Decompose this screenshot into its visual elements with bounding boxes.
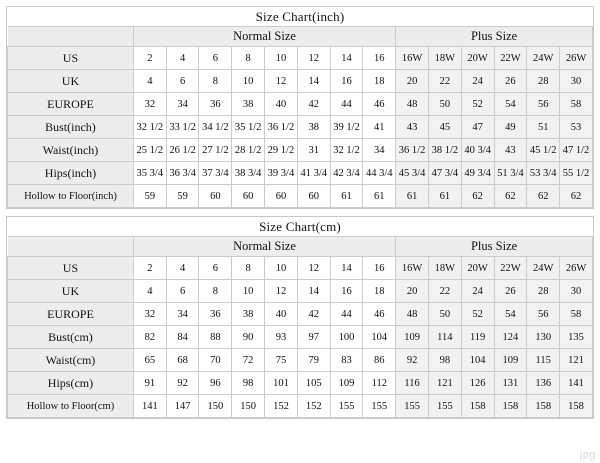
table-row bbox=[8, 326, 593, 349]
cell: 6 bbox=[166, 70, 199, 93]
cell: 14 bbox=[297, 280, 330, 303]
cell: 109 bbox=[396, 326, 429, 349]
cell: 121 bbox=[428, 372, 461, 395]
cell: 36 1/2 bbox=[265, 116, 298, 139]
cell: 61 bbox=[330, 185, 363, 208]
cell: 28 bbox=[527, 280, 560, 303]
row-label-hips: Hips(inch) bbox=[8, 162, 134, 185]
cell: 37 3/4 bbox=[199, 162, 232, 185]
cell: 47 1/2 bbox=[560, 139, 593, 162]
cell: 62 bbox=[494, 185, 527, 208]
cell: 124 bbox=[494, 326, 527, 349]
cell: 72 bbox=[232, 349, 265, 372]
cell: 24W bbox=[527, 257, 560, 280]
cell: 6 bbox=[199, 47, 232, 70]
cell: 14 bbox=[330, 47, 363, 70]
cell: 43 bbox=[396, 116, 429, 139]
cell: 16 bbox=[330, 280, 363, 303]
cell: 104 bbox=[363, 326, 396, 349]
cell: 141 bbox=[133, 395, 166, 418]
cell: 22W bbox=[494, 47, 527, 70]
cell: 75 bbox=[265, 349, 298, 372]
cell: 8 bbox=[232, 257, 265, 280]
cell: 28 1/2 bbox=[232, 139, 265, 162]
cell: 91 bbox=[133, 372, 166, 395]
cell: 147 bbox=[166, 395, 199, 418]
cell: 32 bbox=[133, 303, 166, 326]
row-label-uk: UK bbox=[8, 70, 134, 93]
cell: 109 bbox=[330, 372, 363, 395]
cell: 22W bbox=[494, 257, 527, 280]
table-row bbox=[8, 303, 593, 326]
cell: 32 1/2 bbox=[330, 139, 363, 162]
cell: 18 bbox=[363, 70, 396, 93]
cell: 22 bbox=[428, 280, 461, 303]
cell: 26W bbox=[560, 257, 593, 280]
table-row bbox=[8, 395, 593, 418]
cell: 98 bbox=[232, 372, 265, 395]
group-header-plus-size: Plus Size bbox=[396, 237, 593, 257]
cell: 2 bbox=[133, 47, 166, 70]
cell: 53 bbox=[560, 116, 593, 139]
cell: 155 bbox=[363, 395, 396, 418]
cell: 51 3/4 bbox=[494, 162, 527, 185]
row-label-us: US bbox=[8, 47, 134, 70]
cell: 43 bbox=[494, 139, 527, 162]
cell: 34 bbox=[166, 303, 199, 326]
cell: 100 bbox=[330, 326, 363, 349]
cell: 61 bbox=[363, 185, 396, 208]
cell: 41 3/4 bbox=[297, 162, 330, 185]
row-label-bust: Bust(cm) bbox=[8, 326, 134, 349]
cell: 155 bbox=[330, 395, 363, 418]
table-row bbox=[8, 349, 593, 372]
cell: 59 bbox=[166, 185, 199, 208]
cell: 141 bbox=[560, 372, 593, 395]
cell: 60 bbox=[297, 185, 330, 208]
cell: 56 bbox=[527, 303, 560, 326]
row-label-waist: Waist(cm) bbox=[8, 349, 134, 372]
cell: 53 3/4 bbox=[527, 162, 560, 185]
cell: 24 bbox=[461, 280, 494, 303]
cell: 18 bbox=[363, 280, 396, 303]
cell: 54 bbox=[494, 93, 527, 116]
cell: 104 bbox=[461, 349, 494, 372]
cell: 47 3/4 bbox=[428, 162, 461, 185]
chart-title-row bbox=[8, 7, 593, 27]
cell: 49 3/4 bbox=[461, 162, 494, 185]
cell: 10 bbox=[232, 280, 265, 303]
cell: 158 bbox=[494, 395, 527, 418]
cell: 44 bbox=[330, 93, 363, 116]
group-header-normal-size: Normal Size bbox=[133, 27, 395, 47]
cell: 42 bbox=[297, 303, 330, 326]
cell: 14 bbox=[297, 70, 330, 93]
cell: 97 bbox=[297, 326, 330, 349]
cell: 10 bbox=[265, 47, 298, 70]
cell: 79 bbox=[297, 349, 330, 372]
cell: 58 bbox=[560, 303, 593, 326]
row-label-us: US bbox=[8, 257, 134, 280]
cell: 65 bbox=[133, 349, 166, 372]
cell: 58 bbox=[560, 93, 593, 116]
cell: 48 bbox=[396, 303, 429, 326]
cell: 16W bbox=[396, 257, 429, 280]
cell: 12 bbox=[265, 70, 298, 93]
cell: 20 bbox=[396, 280, 429, 303]
cell: 6 bbox=[199, 257, 232, 280]
cell: 45 3/4 bbox=[396, 162, 429, 185]
cell: 2 bbox=[133, 257, 166, 280]
chart-group-row bbox=[8, 27, 593, 47]
table-row bbox=[8, 372, 593, 395]
cell: 4 bbox=[133, 280, 166, 303]
cell: 16 bbox=[330, 70, 363, 93]
cell: 62 bbox=[527, 185, 560, 208]
cell: 14 bbox=[330, 257, 363, 280]
cell: 35 3/4 bbox=[133, 162, 166, 185]
cell: 24W bbox=[527, 47, 560, 70]
cell: 26 bbox=[494, 70, 527, 93]
table-row bbox=[8, 257, 593, 280]
size-chart-cm-table bbox=[7, 217, 593, 418]
cell: 29 1/2 bbox=[265, 139, 298, 162]
cell: 26 1/2 bbox=[166, 139, 199, 162]
cell: 36 1/2 bbox=[396, 139, 429, 162]
cell: 22 bbox=[428, 70, 461, 93]
cell: 70 bbox=[199, 349, 232, 372]
cell: 47 bbox=[461, 116, 494, 139]
cell: 92 bbox=[166, 372, 199, 395]
cell: 131 bbox=[494, 372, 527, 395]
cell: 20W bbox=[461, 257, 494, 280]
cell: 86 bbox=[363, 349, 396, 372]
cell: 45 bbox=[428, 116, 461, 139]
cell: 32 1/2 bbox=[133, 116, 166, 139]
cell: 60 bbox=[232, 185, 265, 208]
cell: 46 bbox=[363, 303, 396, 326]
cell: 51 bbox=[527, 116, 560, 139]
cell: 34 1/2 bbox=[199, 116, 232, 139]
cell: 82 bbox=[133, 326, 166, 349]
row-label-bust: Bust(inch) bbox=[8, 116, 134, 139]
cell: 20W bbox=[461, 47, 494, 70]
cell: 119 bbox=[461, 326, 494, 349]
chart-title: Size Chart(inch) bbox=[8, 7, 593, 27]
cell: 93 bbox=[265, 326, 298, 349]
size-chart-inch-block bbox=[6, 6, 594, 209]
cell: 90 bbox=[232, 326, 265, 349]
cell: 25 1/2 bbox=[133, 139, 166, 162]
cell: 84 bbox=[166, 326, 199, 349]
cell: 52 bbox=[461, 93, 494, 116]
cell: 114 bbox=[428, 326, 461, 349]
cell: 36 bbox=[199, 93, 232, 116]
cell: 26W bbox=[560, 47, 593, 70]
cell: 39 3/4 bbox=[265, 162, 298, 185]
cell: 130 bbox=[527, 326, 560, 349]
row-label-waist: Waist(inch) bbox=[8, 139, 134, 162]
cell: 54 bbox=[494, 303, 527, 326]
cell: 49 bbox=[494, 116, 527, 139]
watermark-text: jpg bbox=[579, 449, 596, 461]
row-label-hips: Hips(cm) bbox=[8, 372, 134, 395]
cell: 24 bbox=[461, 70, 494, 93]
cell: 61 bbox=[396, 185, 429, 208]
cell: 150 bbox=[199, 395, 232, 418]
cell: 32 bbox=[133, 93, 166, 116]
cell: 30 bbox=[560, 70, 593, 93]
cell: 34 bbox=[363, 139, 396, 162]
table-row bbox=[8, 280, 593, 303]
cell: 96 bbox=[199, 372, 232, 395]
row-label-uk: UK bbox=[8, 280, 134, 303]
cell: 60 bbox=[199, 185, 232, 208]
row-label-europe: EUROPE bbox=[8, 303, 134, 326]
cell: 60 bbox=[265, 185, 298, 208]
cell: 56 bbox=[527, 93, 560, 116]
cell: 28 bbox=[527, 70, 560, 93]
cell: 4 bbox=[166, 257, 199, 280]
cell: 55 1/2 bbox=[560, 162, 593, 185]
cell: 34 bbox=[166, 93, 199, 116]
group-header-normal-size: Normal Size bbox=[133, 237, 395, 257]
table-row bbox=[8, 185, 593, 208]
cell: 40 3/4 bbox=[461, 139, 494, 162]
cell: 33 1/2 bbox=[166, 116, 199, 139]
row-label-hollow-to-floor: Hollow to Floor(inch) bbox=[8, 185, 134, 208]
cell: 35 1/2 bbox=[232, 116, 265, 139]
cell: 8 bbox=[232, 47, 265, 70]
cell: 16 bbox=[363, 257, 396, 280]
cell: 38 bbox=[297, 116, 330, 139]
cell: 4 bbox=[133, 70, 166, 93]
cell: 12 bbox=[265, 280, 298, 303]
cell: 135 bbox=[560, 326, 593, 349]
row-label-hollow-to-floor: Hollow to Floor(cm) bbox=[8, 395, 134, 418]
cell: 36 bbox=[199, 303, 232, 326]
table-row bbox=[8, 162, 593, 185]
cell: 39 1/2 bbox=[330, 116, 363, 139]
cell: 101 bbox=[265, 372, 298, 395]
cell: 12 bbox=[297, 257, 330, 280]
cell: 62 bbox=[461, 185, 494, 208]
cell: 16 bbox=[363, 47, 396, 70]
cell: 152 bbox=[297, 395, 330, 418]
cell: 59 bbox=[133, 185, 166, 208]
cell: 44 3/4 bbox=[363, 162, 396, 185]
cell: 30 bbox=[560, 280, 593, 303]
cell: 18W bbox=[428, 257, 461, 280]
cell: 50 bbox=[428, 93, 461, 116]
cell: 36 3/4 bbox=[166, 162, 199, 185]
cell: 12 bbox=[297, 47, 330, 70]
cell: 92 bbox=[396, 349, 429, 372]
cell: 52 bbox=[461, 303, 494, 326]
cell: 150 bbox=[232, 395, 265, 418]
chart-group-row bbox=[8, 237, 593, 257]
cell: 42 bbox=[297, 93, 330, 116]
cell: 46 bbox=[363, 93, 396, 116]
cell: 158 bbox=[461, 395, 494, 418]
cell: 26 bbox=[494, 280, 527, 303]
row-label-europe: EUROPE bbox=[8, 93, 134, 116]
cell: 18W bbox=[428, 47, 461, 70]
cell: 109 bbox=[494, 349, 527, 372]
cell: 10 bbox=[232, 70, 265, 93]
cell: 158 bbox=[527, 395, 560, 418]
table-row bbox=[8, 47, 593, 70]
cell: 41 bbox=[363, 116, 396, 139]
cell: 38 1/2 bbox=[428, 139, 461, 162]
size-chart-cm-block bbox=[6, 216, 594, 419]
cell: 83 bbox=[330, 349, 363, 372]
cell: 48 bbox=[396, 93, 429, 116]
cell: 136 bbox=[527, 372, 560, 395]
cell: 115 bbox=[527, 349, 560, 372]
corner-blank-cell bbox=[8, 237, 134, 257]
cell: 16W bbox=[396, 47, 429, 70]
cell: 45 1/2 bbox=[527, 139, 560, 162]
cell: 8 bbox=[199, 280, 232, 303]
chart-title: Size Chart(cm) bbox=[8, 217, 593, 237]
cell: 152 bbox=[265, 395, 298, 418]
cell: 20 bbox=[396, 70, 429, 93]
cell: 98 bbox=[428, 349, 461, 372]
table-row bbox=[8, 139, 593, 162]
cell: 10 bbox=[265, 257, 298, 280]
cell: 42 3/4 bbox=[330, 162, 363, 185]
cell: 155 bbox=[428, 395, 461, 418]
cell: 68 bbox=[166, 349, 199, 372]
cell: 112 bbox=[363, 372, 396, 395]
table-row bbox=[8, 93, 593, 116]
cell: 8 bbox=[199, 70, 232, 93]
cell: 27 1/2 bbox=[199, 139, 232, 162]
chart-title-row bbox=[8, 217, 593, 237]
cell: 38 bbox=[232, 93, 265, 116]
cell: 121 bbox=[560, 349, 593, 372]
cell: 6 bbox=[166, 280, 199, 303]
cell: 38 bbox=[232, 303, 265, 326]
size-chart-inch-table bbox=[7, 7, 593, 208]
cell: 155 bbox=[396, 395, 429, 418]
cell: 31 bbox=[297, 139, 330, 162]
cell: 44 bbox=[330, 303, 363, 326]
cell: 62 bbox=[560, 185, 593, 208]
table-row bbox=[8, 70, 593, 93]
cell: 61 bbox=[428, 185, 461, 208]
cell: 126 bbox=[461, 372, 494, 395]
cell: 105 bbox=[297, 372, 330, 395]
cell: 4 bbox=[166, 47, 199, 70]
group-header-plus-size: Plus Size bbox=[396, 27, 593, 47]
cell: 158 bbox=[560, 395, 593, 418]
cell: 40 bbox=[265, 93, 298, 116]
table-row bbox=[8, 116, 593, 139]
cell: 88 bbox=[199, 326, 232, 349]
corner-blank-cell bbox=[8, 27, 134, 47]
cell: 40 bbox=[265, 303, 298, 326]
cell: 50 bbox=[428, 303, 461, 326]
cell: 116 bbox=[396, 372, 429, 395]
cell: 38 3/4 bbox=[232, 162, 265, 185]
